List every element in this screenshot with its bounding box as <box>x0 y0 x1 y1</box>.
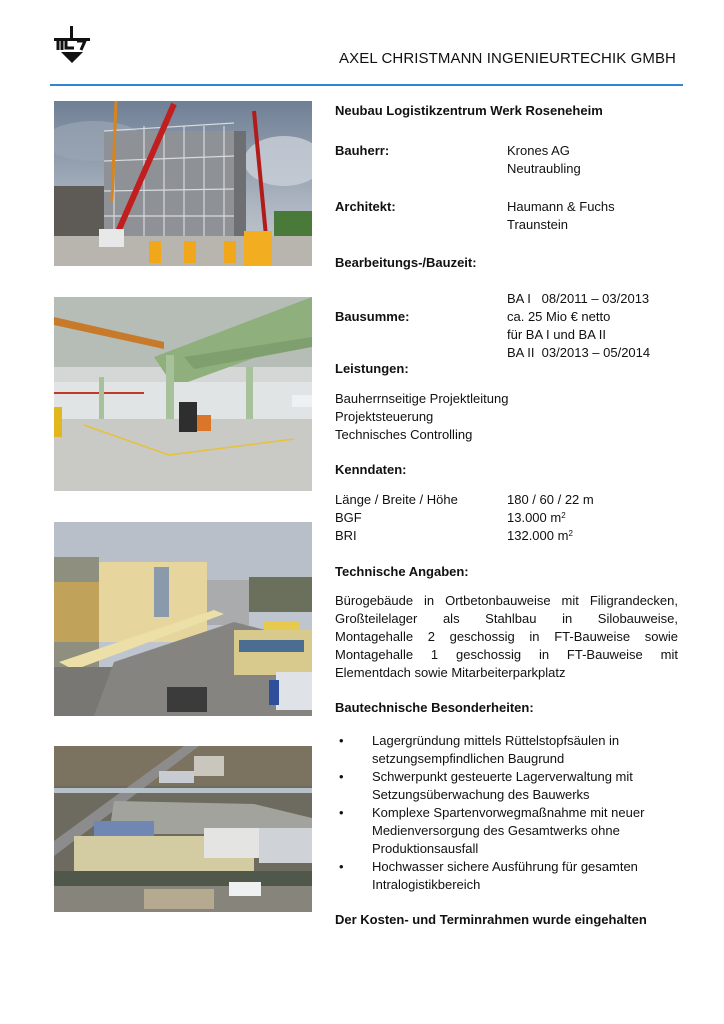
kenndaten-label: BGF <box>335 510 362 525</box>
photo-assembly-hall-interior <box>54 297 312 491</box>
bullet-icon: • <box>339 859 344 874</box>
list-item-line: Komplexe Spartenvorwegmaßnahme mit neuer <box>372 805 645 820</box>
leistung-item: Technisches Controlling <box>335 427 473 442</box>
list-item-line: Produktionsausfall <box>372 841 479 856</box>
field-value-line: Krones AG <box>507 143 570 158</box>
field-value <box>507 308 610 344</box>
kenndaten-label: BRI <box>335 528 357 543</box>
text-line: Montagehalle 2 geschossig in FT-Bauweise sowie <box>335 629 678 644</box>
text-line: Großteilelager als Stahlbau in Silobauweise, <box>335 611 678 626</box>
list-item <box>335 804 685 858</box>
text-line: Bürogebäude in Ortbetonbauweise mit Filigrandecken, <box>335 593 678 608</box>
kenndaten-row <box>335 509 678 527</box>
heading-besonderheiten: Bautechnische Besonderheiten: <box>335 700 534 715</box>
photo-aerial-view-plant <box>54 746 312 912</box>
list-item-line: Lagergründung mittels Rüttelstopfsäulen in <box>372 733 620 748</box>
company-name: AXEL CHRISTMANN INGENIEURTECHIK GMBH <box>339 50 676 67</box>
leistung-item: Projektsteuerung <box>335 409 434 424</box>
kenndaten-value <box>507 527 573 545</box>
photo-construction-high-bay-warehouse <box>54 101 312 266</box>
closing-statement: Der Kosten- und Terminrahmen wurde eingehalten <box>335 912 647 927</box>
heading-leistungen: Leistungen: <box>335 361 409 376</box>
field-value-line: BA I 08/2011 – 03/2013 <box>507 291 650 306</box>
leistung-item: Bauherrnseitige Projektleitung <box>335 391 509 406</box>
list-item <box>335 732 685 768</box>
bullet-icon: • <box>339 769 344 784</box>
list-item-line: Intralogistikbereich <box>372 877 481 892</box>
field-value <box>507 142 581 178</box>
list-item-line: Medienversorgung des Gesamtwerks ohne <box>372 823 620 838</box>
project-title: Neubau Logistikzentrum Werk Roseneheim <box>335 103 603 118</box>
kenndaten-value <box>507 509 566 527</box>
besonderheiten-list <box>335 732 685 894</box>
list-item-line: Schwerpunkt gesteuerte Lagerverwaltung mit <box>372 769 633 784</box>
value-text: 180 / 60 / 22 m <box>507 492 594 507</box>
bullet-icon: • <box>339 805 344 820</box>
field-value-line: für BA I und BA II <box>507 327 607 342</box>
kenndaten-value <box>507 491 594 509</box>
field-value-line: Neutraubling <box>507 161 581 176</box>
text-line: Montagehalle 1 geschossig in FT-Bauweise mit <box>335 647 678 662</box>
company-logo-icon <box>52 26 92 64</box>
kenndaten-table <box>335 491 678 545</box>
photo-office-building-exterior <box>54 522 312 716</box>
list-item-line: setzungsempfindlichen Baugrund <box>372 751 565 766</box>
leistungen-list <box>335 390 508 444</box>
list-item <box>335 768 685 804</box>
text-line: Elementdach sowie Mitarbeiterparkplatz <box>335 665 566 680</box>
field-value-line: ca. 25 Mio € netto <box>507 309 611 324</box>
field-label: Bauherr: <box>335 143 390 158</box>
list-item-line: Hochwasser sichere Ausführung für gesamten <box>372 859 638 874</box>
field-label: Bausumme: <box>335 309 410 324</box>
value-text: 132.000 m <box>507 528 569 543</box>
unit-superscript: 2 <box>561 511 566 520</box>
kenndaten-label: Länge / Breite / Höhe <box>335 492 458 507</box>
unit-superscript: 2 <box>568 529 573 538</box>
technische-angaben-text <box>335 592 678 682</box>
kenndaten-row <box>335 491 678 509</box>
list-item <box>335 858 685 894</box>
bullet-icon: • <box>339 733 344 748</box>
kenndaten-row <box>335 527 678 545</box>
field-label: Bearbeitungs-/Bauzeit: <box>335 255 477 270</box>
field-value-line: Traunstein <box>507 217 568 232</box>
field-value-line: Haumann & Fuchs <box>507 199 615 214</box>
field-label: Architekt: <box>335 199 396 214</box>
value-text: 13.000 m <box>507 510 562 525</box>
heading-technische-angaben: Technische Angaben: <box>335 564 469 579</box>
header-rule <box>50 84 683 86</box>
list-item-line: Setzungsüberwachung des Bauwerks <box>372 787 590 802</box>
heading-kenndaten: Kenndaten: <box>335 462 407 477</box>
field-value-line: BA II 03/2013 – 05/2014 <box>507 345 651 360</box>
field-value <box>507 198 615 234</box>
